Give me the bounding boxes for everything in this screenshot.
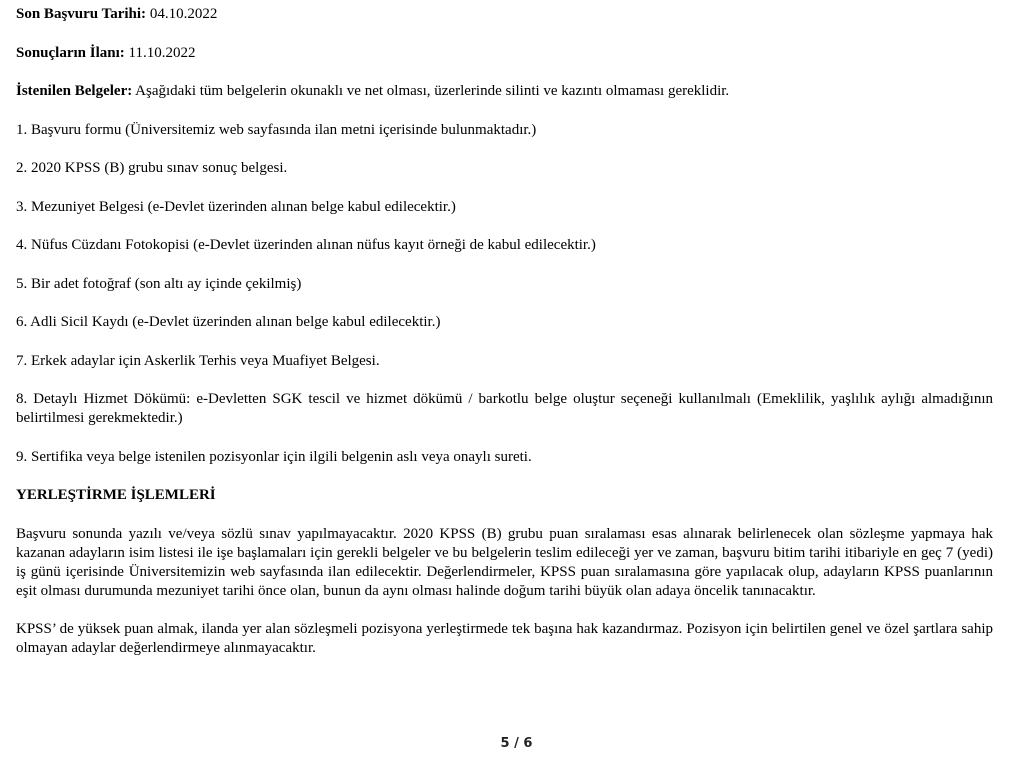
deadline-label: Son Başvuru Tarihi:	[16, 6, 147, 22]
document-item: 7. Erkek adaylar için Askerlik Terhis veya Muafiyet Belgesi.	[16, 352, 380, 369]
placement-paragraph: KPSS’ de yüksek puan almak, ilanda yer alan sözleşmeli pozisyona yerleştirmede tek başına hak kazandırmaz. Pozisyon için belirtilen genel ve özel şartlara sahip olmayan adaylar değerlendirmeye alınmayacaktır.	[16, 621, 993, 656]
placement-paragraph: Başvuru sonunda yazılı ve/veya sözlü sınav yapılmayacaktır. 2020 KPSS (B) grubu puan sıralaması esas alınarak belirlenecek olan sözleşme yapmaya hak kazanan adayların isim listesi ile işe başlamaları için gerekli belgeler ve bu belgelerin teslim edileceği yer ve zaman, başvuru bitim tarihi itibariyle en geç 7 (yedi) iş günü içerisinde Üniversitemizin web sayfasında ilan edilecektir. Değerlendirmeler, KPSS puan sıralamasına göre yapılacak olup, adayların KPSS puanlarının eşit olması durumunda mezuniyet tarihi önce olan, bunun da aynı olması halinde doğum tarihi büyük olan adaya öncelik tanınacaktır.	[16, 525, 993, 599]
placement-heading: YERLEŞTİRME İŞLEMLERİ	[16, 487, 216, 503]
page-number: 5 / 6	[500, 736, 533, 751]
announcement-line	[16, 44, 993, 63]
announcement-label: Sonuçların İlanı:	[16, 44, 125, 61]
documents-intro: Aşağıdaki tüm belgelerin okunaklı ve net olması, üzerlerinde silinti ve kazıntı olmaması gereklidir.	[135, 83, 730, 99]
document-item: 5. Bir adet fotoğraf (son altı ay içinde çekilmiş)	[16, 275, 302, 292]
document-page	[16, 5, 993, 678]
document-item: 1. Başvuru formu (Üniversitemiz web sayfasında ilan metni içerisinde bulunmaktadır.)	[16, 121, 537, 138]
documents-intro-line	[16, 82, 993, 101]
announcement-value: 11.10.2022	[128, 44, 196, 61]
document-item: 9. Sertifika veya belge istenilen pozisyonlar için ilgili belgenin aslı veya onaylı sureti.	[16, 448, 532, 465]
document-item: 6. Adli Sicil Kaydı (e-Devlet üzerinden alınan belge kabul edilecektir.)	[16, 314, 441, 330]
document-item: 8. Detaylı Hizmet Dökümü: e-Devletten SGK tescil ve hizmet dökümü / barkotlu belge oluştur seçeneği kullanılmalı (Emeklilik, yaşlılık aylığı almadığının belirtilmesi gerekmektedir.)	[16, 391, 993, 426]
deadline-line	[16, 5, 993, 24]
documents-label: İstenilen Belgeler:	[16, 83, 133, 99]
document-item: 4. Nüfus Cüzdanı Fotokopisi (e-Devlet üzerinden alınan nüfus kayıt örneği de kabul edilecektir.)	[16, 237, 596, 253]
deadline-value: 04.10.2022	[149, 6, 218, 22]
document-item: 3. Mezuniyet Belgesi (e-Devlet üzerinden alınan belge kabul edilecektir.)	[16, 198, 456, 215]
document-item: 2. 2020 KPSS (B) grubu sınav sonuç belgesi.	[16, 160, 288, 176]
